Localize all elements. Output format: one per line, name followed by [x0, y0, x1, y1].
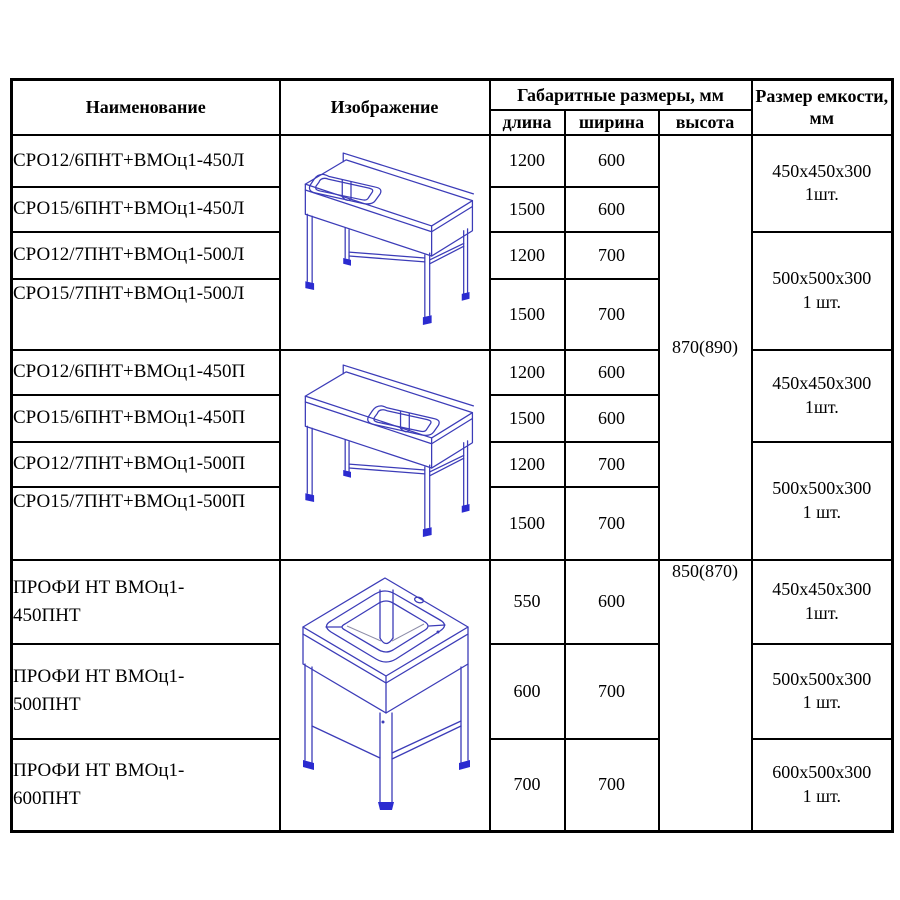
capacity-qty: 1 шт.	[802, 692, 841, 712]
width-cell: 700	[565, 232, 659, 279]
capacity-cell	[752, 739, 893, 832]
header-height: высота	[659, 110, 752, 135]
capacity-size: 500x500x300	[772, 668, 872, 689]
product-name-cell: СРО12/7ПНТ+ВМОц1-500Л	[12, 232, 280, 279]
length-cell: 1200	[490, 442, 565, 487]
width-cell: 700	[565, 279, 659, 350]
product-name-cell: СРО12/6ПНТ+ВМОц1-450П	[12, 350, 280, 395]
image-cell	[280, 350, 490, 560]
height-cell: 870(890)	[659, 135, 752, 560]
width-cell: 600	[565, 350, 659, 395]
capacity-qty: 1 шт.	[802, 785, 841, 806]
product-name-cell: СРО12/7ПНТ+ВМОц1-500П	[12, 442, 280, 487]
image-cell	[280, 135, 490, 350]
width-cell: 700	[565, 739, 659, 832]
length-cell: 1200	[490, 135, 565, 187]
capacity-cell	[752, 442, 893, 560]
length-cell: 1500	[490, 487, 565, 560]
length-cell: 1200	[490, 232, 565, 279]
capacity-cell	[752, 644, 893, 739]
product-name-cell: СРО15/7ПНТ+ВМОц1-500П	[12, 487, 280, 560]
sink-table-basin-right-drawing	[283, 357, 487, 547]
header-row-1	[12, 80, 893, 110]
capacity-cell	[752, 560, 893, 644]
product-row	[12, 560, 893, 644]
capacity-qty: 1шт.	[804, 184, 839, 204]
length-cell: 600	[490, 644, 565, 739]
header-capacity: Размер емкости, мм	[752, 80, 893, 135]
product-row	[12, 350, 893, 395]
image-cell	[280, 560, 490, 832]
product-name-cell: СРО15/7ПНТ+ВМОц1-500Л	[12, 279, 280, 350]
length-cell: 1500	[490, 395, 565, 442]
capacity-cell	[752, 232, 893, 350]
width-cell: 700	[565, 442, 659, 487]
product-name-cell: ПРОФИ НТ ВМОц1-600ПНТ	[12, 739, 280, 832]
product-row	[12, 135, 893, 187]
sink-table-basin-left-drawing	[283, 145, 487, 335]
length-cell: 550	[490, 560, 565, 644]
height-cell: 850(870)	[659, 560, 752, 832]
width-cell: 700	[565, 487, 659, 560]
width-cell: 600	[565, 560, 659, 644]
capacity-size: 450x450x300	[772, 579, 872, 600]
product-name-cell: ПРОФИ НТ ВМОц1-500ПНТ	[12, 644, 280, 739]
width-cell: 600	[565, 395, 659, 442]
capacity-size: 450x450x300	[772, 373, 872, 394]
capacity-qty: 1шт.	[804, 396, 839, 417]
length-cell: 1500	[490, 279, 565, 350]
capacity-qty: 1 шт.	[802, 501, 841, 522]
capacity-size: 450x450x300	[772, 160, 872, 181]
product-name-cell: СРО15/6ПНТ+ВМОц1-450П	[12, 395, 280, 442]
length-cell: 1500	[490, 187, 565, 232]
product-name-cell: СРО15/6ПНТ+ВМОц1-450Л	[12, 187, 280, 232]
product-name-cell: ПРОФИ НТ ВМОц1-450ПНТ	[12, 560, 280, 644]
spec-table	[10, 78, 894, 833]
length-cell: 700	[490, 739, 565, 832]
capacity-size: 500x500x300	[772, 268, 872, 289]
capacity-size: 500x500x300	[772, 478, 872, 499]
capacity-cell	[752, 350, 893, 442]
header-length: длина	[490, 110, 565, 135]
product-name-cell: СРО12/6ПНТ+ВМОц1-450Л	[12, 135, 280, 187]
length-cell: 1200	[490, 350, 565, 395]
width-cell: 700	[565, 644, 659, 739]
capacity-qty: 1 шт.	[802, 291, 841, 312]
header-width: ширина	[565, 110, 659, 135]
header-image: Изображение	[280, 80, 490, 135]
width-cell: 600	[565, 187, 659, 232]
header-dimensions: Габаритные размеры, мм	[490, 80, 752, 110]
width-cell: 600	[565, 135, 659, 187]
header-name: Наименование	[12, 80, 280, 135]
capacity-qty: 1шт.	[804, 602, 839, 623]
single-basin-sink-stand-drawing	[285, 570, 485, 815]
capacity-cell	[752, 135, 893, 232]
capacity-size: 600x500x300	[772, 762, 872, 783]
